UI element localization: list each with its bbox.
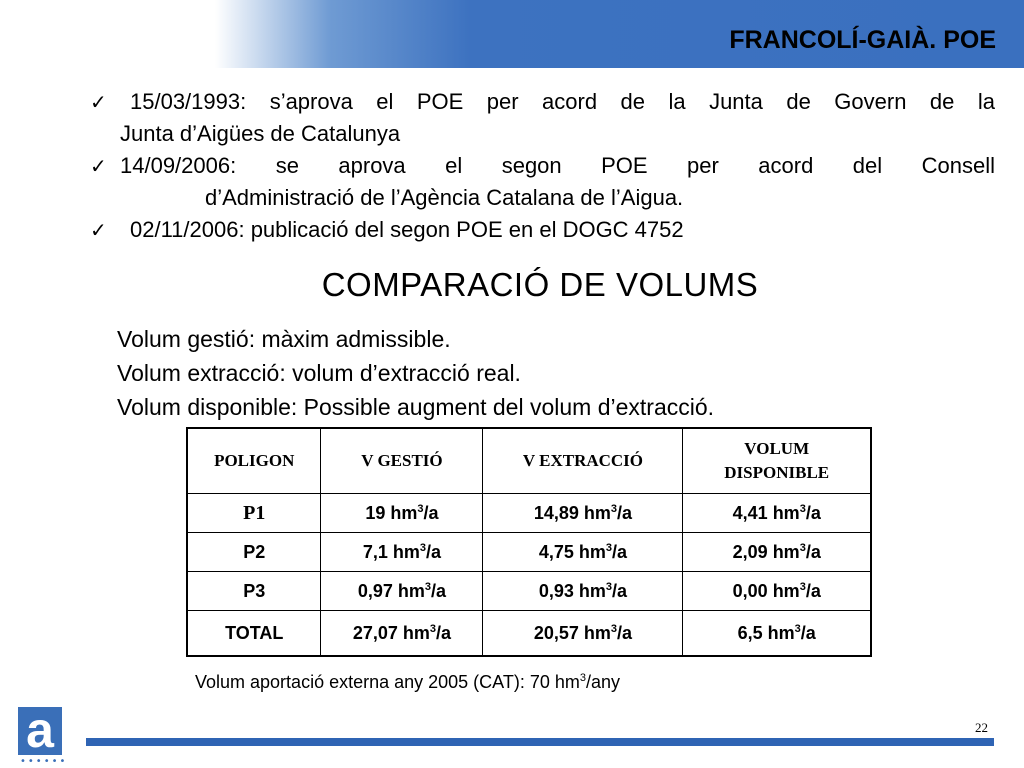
- slide-title: FRANCOLÍ-GAIÀ. POE: [729, 26, 996, 54]
- bullet-2-word: se: [275, 153, 299, 178]
- table-row: [187, 533, 871, 572]
- bullet-1-line-1: [120, 86, 995, 118]
- table-row: [187, 572, 871, 611]
- cell-poligon: P2: [187, 533, 321, 572]
- bullet-2-word: del: [852, 153, 883, 178]
- logo-letter: a: [26, 702, 54, 758]
- bullet-2-word: 14/09/2006:: [120, 153, 237, 178]
- cell-extraccio: 4,75 $hm^3/a$: [483, 533, 683, 572]
- header-v-extraccio: V EXTRACCIÓ: [483, 428, 683, 494]
- cell-poligon: TOTAL: [187, 611, 321, 656]
- header-volum-disponible: VOLUM DISPONIBLE: [683, 428, 871, 494]
- checkmark-icon: ✓: [90, 90, 107, 114]
- bullet-2-word: per: [687, 153, 719, 178]
- cell-disponible: 4,41 $hm^3/a$: [683, 494, 871, 533]
- bullet-1-word: POE: [416, 89, 464, 114]
- footer-bar: [86, 738, 994, 746]
- cell-poligon: P3: [187, 572, 321, 611]
- bullet-2-line-1: [90, 150, 995, 182]
- bullet-1-word: 15/03/1993:: [130, 89, 247, 114]
- bullet-1-word: la: [668, 89, 686, 114]
- definition-extraccio: Volum extracció: volum d’extracció real.: [117, 360, 521, 386]
- bullet-2-word: aprova: [338, 153, 406, 178]
- cell-extraccio: 0,93 $hm^3/a$: [483, 572, 683, 611]
- bullet-2-word: el: [445, 153, 463, 178]
- bullet-2-word: POE: [601, 153, 648, 178]
- bullet-1-word: de: [620, 89, 646, 114]
- bullet-item-2: [90, 150, 995, 214]
- bullet-1-word: Govern: [834, 89, 907, 114]
- checkmark-icon: ✓: [90, 218, 107, 242]
- header-v-gestio: V GESTIÓ: [321, 428, 483, 494]
- header-poligon: POLIGON: [187, 428, 321, 494]
- cell-extraccio: 20,57 $hm^3/a$: [483, 611, 683, 656]
- bullet-2-word: acord: [758, 153, 814, 178]
- bullet-1-line-2: Junta d’Aigües de Catalunya: [120, 121, 401, 146]
- cell-gestio: 27,07 $hm^3/a$: [321, 611, 483, 656]
- footnote: Volum aportació externa any 2005 (CAT): 70 $hm^3$/any: [195, 672, 621, 692]
- bullet-2-line-2: d’Administració de l’Agència Catalana de l’Aigua.: [205, 185, 684, 210]
- cell-disponible: 6,5 $hm^3/a$: [683, 611, 871, 656]
- bullet-1-word: de: [786, 89, 811, 114]
- definition-gestio: Volum gestió: màxim admissible.: [117, 326, 451, 352]
- cell-disponible: 0,00 $hm^3/a$: [683, 572, 871, 611]
- cell-poligon: P1: [187, 494, 321, 533]
- bullet-1-word: s’aprova: [269, 89, 353, 114]
- cell-disponible: 2,09 $hm^3/a$: [683, 533, 871, 572]
- bullet-1-word: el: [376, 89, 394, 114]
- aca-logo: [18, 702, 62, 758]
- cell-extraccio: 14,89 $hm^3/a$: [483, 494, 683, 533]
- bullet-item-1: [90, 86, 995, 150]
- bullet-3-text: 02/11/2006: publicació del segon POE en el DOGC 4752: [130, 217, 684, 242]
- bullet-1-word: acord: [542, 89, 598, 114]
- bullet-list: [90, 86, 995, 246]
- table-row: [187, 611, 871, 656]
- definitions: [117, 322, 714, 424]
- page-number: 22: [975, 720, 988, 735]
- bullet-1-word: la: [977, 89, 995, 114]
- bullet-1-word: Junta: [709, 89, 763, 114]
- volumes-table: [186, 427, 872, 657]
- definition-disponible: Volum disponible: Possible augment del volum d’extracció.: [117, 394, 715, 420]
- checkmark-icon: ✓: [90, 154, 107, 178]
- cell-gestio: 19 $hm^3/a$: [321, 494, 483, 533]
- table-row: [187, 494, 871, 533]
- section-heading: COMPARACIÓ DE VOLUMS: [321, 266, 759, 303]
- bullet-1-word: per: [486, 89, 519, 114]
- table-header-row: [187, 428, 871, 494]
- bullet-2-word: segon: [501, 153, 562, 178]
- bullet-2-word: Consell: [921, 153, 995, 178]
- bullet-1-word: de: [929, 89, 955, 114]
- cell-gestio: 7,1 $hm^3/a$: [321, 533, 483, 572]
- cell-gestio: 0,97 $hm^3/a$: [321, 572, 483, 611]
- bullet-item-3: [90, 214, 995, 246]
- logo-dots: ••••••: [20, 756, 68, 767]
